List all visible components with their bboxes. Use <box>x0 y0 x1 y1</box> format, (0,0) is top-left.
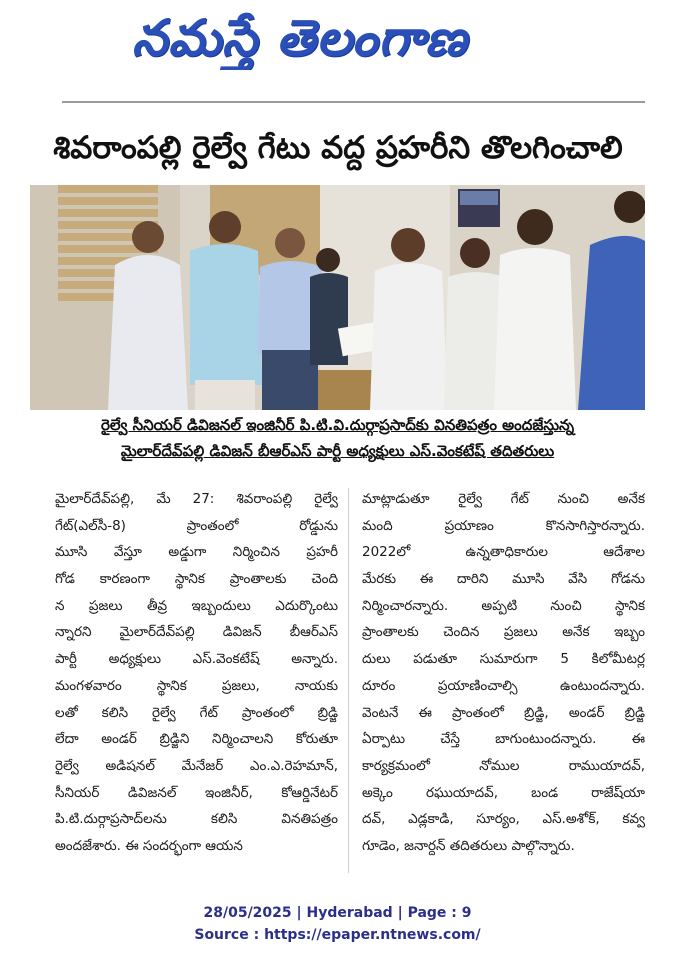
article-line: పి.టి.దుర్గాప్రసాద్‌లను కలిసి వినతిపత్రం <box>55 811 338 828</box>
newspaper-logo: నమస్తే తెలంగాణ <box>132 9 468 67</box>
article-line: కార్యక్రమంలో నోముల రాముయాదవ్, <box>362 757 645 774</box>
article-line: దులు పడుతూ సుమారుగా 5 కిలోమీటర్ల <box>362 651 645 668</box>
article-line: మూసి వేస్తూ అడ్డుగా నిర్మించిన ప్రహరీ <box>55 544 338 561</box>
article-line: గోడ కారణంగా స్థానిక ప్రాంతాలకు చెంది <box>55 571 338 588</box>
article-line: న్నారని మైలార్‌దేవ్‌పల్లి డివిజన్ బీఆర్ఎస్ <box>55 624 338 641</box>
article-line: రైల్వే అడిషనల్ మేనేజర్ ఎం.ఎ.రెహమాన్, <box>55 757 338 774</box>
news-photo <box>30 185 645 410</box>
photo-caption <box>30 412 645 468</box>
article-column-left <box>55 486 338 860</box>
article-line: గూడెం, జనార్దన్ తదితరులు పాల్గొన్నారు. <box>362 837 575 854</box>
article-line: మేరకు ఈ దారిని మూసి వేసి గోడను <box>362 571 645 588</box>
article-line: ఏర్పాటు చేస్తే బాగుంటుందన్నారు. ఈ <box>362 731 645 748</box>
caption-line: రైల్వే సీనియర్ డివిజనల్ ఇంజినీర్ పి.టి.వి.దుర్గాప్రసాద్‌కు వినతిపత్రం అందజేస్తున్న <box>100 416 575 434</box>
article-line: న ప్రజలు తీవ్ర ఇబ్బందులు ఎదుర్కొంటు <box>55 597 338 614</box>
article-line: అందజేశారు. ఈ సందర్భంగా ఆయన <box>55 837 243 854</box>
article-line: ప్రాంతాలకు చెందిన ప్రజలు అనేక ఇబ్బం <box>362 624 645 641</box>
article-line: వెంటనే ఈ ప్రాంతంలో బ్రిడ్జి, అండర్ బ్రిడ్జి <box>362 704 645 721</box>
article-line: నిర్మించారన్నారు. అప్పటి నుంచి స్థానిక <box>362 597 645 614</box>
masthead <box>0 0 675 100</box>
article-line: మంది ప్రయాణం కొనసాగిస్తారన్నారు. <box>362 517 645 534</box>
article-line: అక్కెం రఘుయాదవ్, బండ రాజేష్‌యా <box>362 784 645 801</box>
article-headline: శివరాంపల్లి రైల్వే గేటు వద్ద ప్రహరీని తొలగించాలి <box>53 130 623 166</box>
article-line: లతో కలిసి రైల్వే గేట్ ప్రాంతంలో బ్రిడ్జి <box>55 704 338 721</box>
article-line: మంగళవారం స్థానిక ప్రజలు, నాయకు <box>55 677 338 694</box>
article-line: 2022లో ఉన్నతాధికారుల ఆదేశాల <box>362 544 645 561</box>
masthead-divider <box>62 101 645 103</box>
footer-source: Source : https://epaper.ntnews.com/ <box>194 927 481 943</box>
article-line: పార్టీ అధ్యక్షులు ఎస్.వెంకటేష్ అన్నారు. <box>55 651 338 668</box>
article-column-right <box>362 486 645 860</box>
column-divider <box>348 488 349 873</box>
article-line: గేట్(ఎల్‌సీ-8) ప్రాంతంలో రోడ్డును <box>55 517 338 534</box>
article-line: మైలార్‌దేవ్‌పల్లి, మే 27: శివరాంపల్లి రైల్వే <box>55 491 338 507</box>
article-line: దూరం ప్రయాణించాల్సి ఉంటుందన్నారు. <box>362 677 645 694</box>
caption-line: మైలార్‌దేవ్‌పల్లి డివిజన్ బీఆర్ఎస్ పార్టీ అధ్యక్షులు ఎస్.వెంకటేష్ తదితరులు <box>120 442 555 460</box>
article-line: లేదా అండర్ బ్రిడ్జిని నిర్మించాలని కోరుతూ <box>55 731 338 748</box>
footer-dateline: 28/05/2025 | Hyderabad | Page : 9 <box>203 905 472 921</box>
article-line: సీనియర్ డివిజనల్ ఇంజినీర్, కోఆర్డినేటర్ <box>55 784 338 801</box>
article-line: దవ్, ఎడ్లకాడి, సూర్యం, ఎస్.అశోక్, కవ్వ <box>362 811 645 828</box>
article-line: మాట్లాడుతూ రైల్వే గేట్ నుంచి అనేక <box>362 491 645 507</box>
